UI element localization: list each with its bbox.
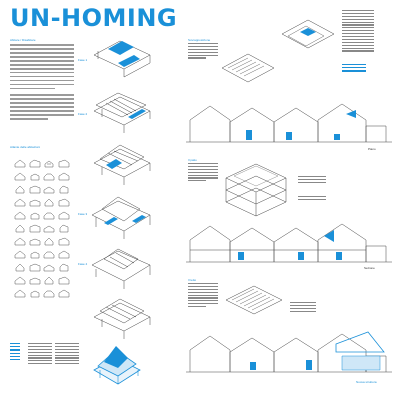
roof-axon-2 [278, 14, 338, 54]
house-icon [43, 171, 55, 181]
house-icon [29, 184, 41, 194]
house-icon [14, 223, 26, 233]
house-icon [14, 249, 26, 259]
house-icon [43, 158, 55, 168]
block-3-heading: Il tetto [188, 278, 197, 282]
house-icon [43, 184, 55, 194]
stage-label-4: Fase 4 [78, 262, 88, 266]
house-icon [29, 158, 41, 168]
house-icon [58, 262, 70, 272]
intro-heading: Abitare / Disabitare [10, 38, 36, 42]
block-2-notes-2 [298, 196, 326, 202]
house-icon [29, 249, 41, 259]
house-icon [29, 236, 41, 246]
section-2 [186, 212, 396, 268]
house-icon [14, 184, 26, 194]
scale-label-2: Sezione [364, 266, 375, 270]
scale-label-3: Nuova struttura [356, 380, 377, 384]
house-icon [14, 262, 26, 272]
house-icon [14, 288, 26, 298]
house-icon [58, 236, 70, 246]
section-3 [186, 322, 396, 378]
house-icon [58, 197, 70, 207]
block-3-notes [290, 302, 316, 314]
block-2-heading: Il patio [188, 158, 197, 162]
house-icon [58, 249, 70, 259]
house-icon [58, 171, 70, 181]
house-icon [14, 210, 26, 220]
house-icon [58, 184, 70, 194]
roof-axon-3 [222, 280, 286, 320]
house-icon [43, 288, 55, 298]
intro-text [10, 44, 74, 122]
floor-axon [220, 158, 292, 218]
house-icon [58, 223, 70, 233]
house-icon [43, 249, 55, 259]
house-icon [43, 197, 55, 207]
catalog-heading: Atlante delle abitazioni [10, 145, 41, 149]
house-icon [14, 275, 26, 285]
house-icon [58, 210, 70, 220]
house-icon [58, 288, 70, 298]
legend-text-2 [55, 343, 79, 366]
block-2-text [188, 163, 218, 183]
house-icon [14, 158, 26, 168]
roof-axon-1 [218, 48, 278, 88]
model-axonometric [88, 340, 146, 388]
house-icon [43, 210, 55, 220]
house-icon [14, 197, 26, 207]
stage-label-3: Fase 3 [78, 212, 88, 216]
house-icon [29, 171, 41, 181]
house-icon [29, 223, 41, 233]
house-icon [43, 223, 55, 233]
house-icon [14, 171, 26, 181]
stage-label-2: Fase 2 [78, 112, 88, 116]
house-icon [14, 236, 26, 246]
block-1-callouts [342, 64, 366, 74]
house-icon [29, 262, 41, 272]
scale-label-1: Piano [368, 147, 376, 151]
block-1-notes [342, 10, 374, 53]
block-3-text [188, 283, 218, 309]
house-icon [29, 275, 41, 285]
legend-text [28, 343, 52, 366]
house-icon [29, 210, 41, 220]
house-icon [43, 275, 55, 285]
axonometric-sequence [88, 25, 158, 345]
house-atlas-grid [14, 158, 72, 301]
block-1-heading: Sovrapposizione [188, 38, 211, 42]
block-1-text [188, 43, 218, 60]
house-icon [58, 158, 70, 168]
house-icon [29, 197, 41, 207]
section-1 [186, 92, 396, 148]
block-2-notes [298, 176, 326, 185]
legend-labels [10, 343, 20, 362]
house-icon [43, 262, 55, 272]
house-icon [29, 288, 41, 298]
house-icon [43, 236, 55, 246]
stage-label-1: Fase 1 [78, 58, 88, 62]
house-icon [58, 275, 70, 285]
poster-title: UN-HOMING [10, 4, 178, 32]
